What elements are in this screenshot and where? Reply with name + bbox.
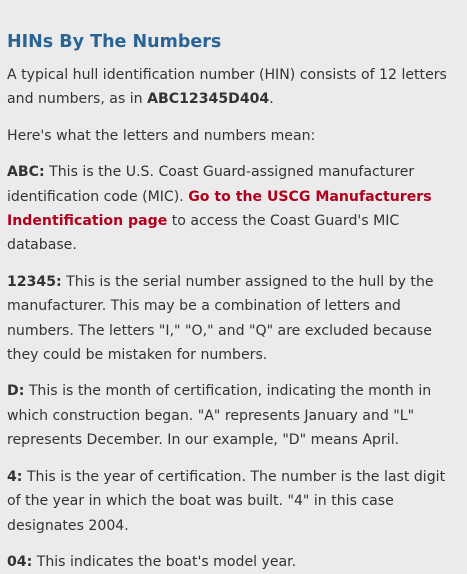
abc-term: ABC: [7,164,45,181]
intro-text: A typical hull identification number (HIN) consists of 12 letters and numbers, as in [7,67,447,108]
year-text: This is the year of certification. The number is the last digit of the year in which the boat was built. "4" in this case designates 2004. [7,468,446,534]
abc-after: to access the Coast Guard's MIC database. [7,213,400,254]
model-text: This indicates the boat's model year. [32,553,297,570]
intro-end: . [269,91,274,108]
uscg-mic-link[interactable]: Go to the USCG Manufacturers Indentification page [7,188,432,230]
month-paragraph [7,379,460,452]
month-term: D: [7,383,25,400]
year-term: 4: [7,468,23,485]
intro-paragraph [7,63,460,112]
abc-paragraph [7,160,460,258]
lead-paragraph: Here's what the letters and numbers mean: [7,127,316,144]
serial-term: 12345: [7,273,62,290]
serial-paragraph [7,270,460,368]
hin-example: ABC12345D404 [147,91,270,108]
model-term: 04: [7,553,33,570]
serial-text: This is the serial number assigned to the hull by the manufacturer. This may be a combination of letters and numbers. The letters "I," "O," and "Q" are excluded because they could be mistaken for numbers. [7,273,434,364]
model-paragraph [7,550,460,574]
page-title: HINs By The Numbers [7,32,222,52]
month-text: This is the month of certification, indicating the month in which construction began. "A" represents January and "L" represents December. In our example, "D" means April. [7,383,432,449]
year-paragraph [7,465,460,538]
abc-text: This is the U.S. Coast Guard-assigned manufacturer identification code (MIC). [7,164,415,205]
